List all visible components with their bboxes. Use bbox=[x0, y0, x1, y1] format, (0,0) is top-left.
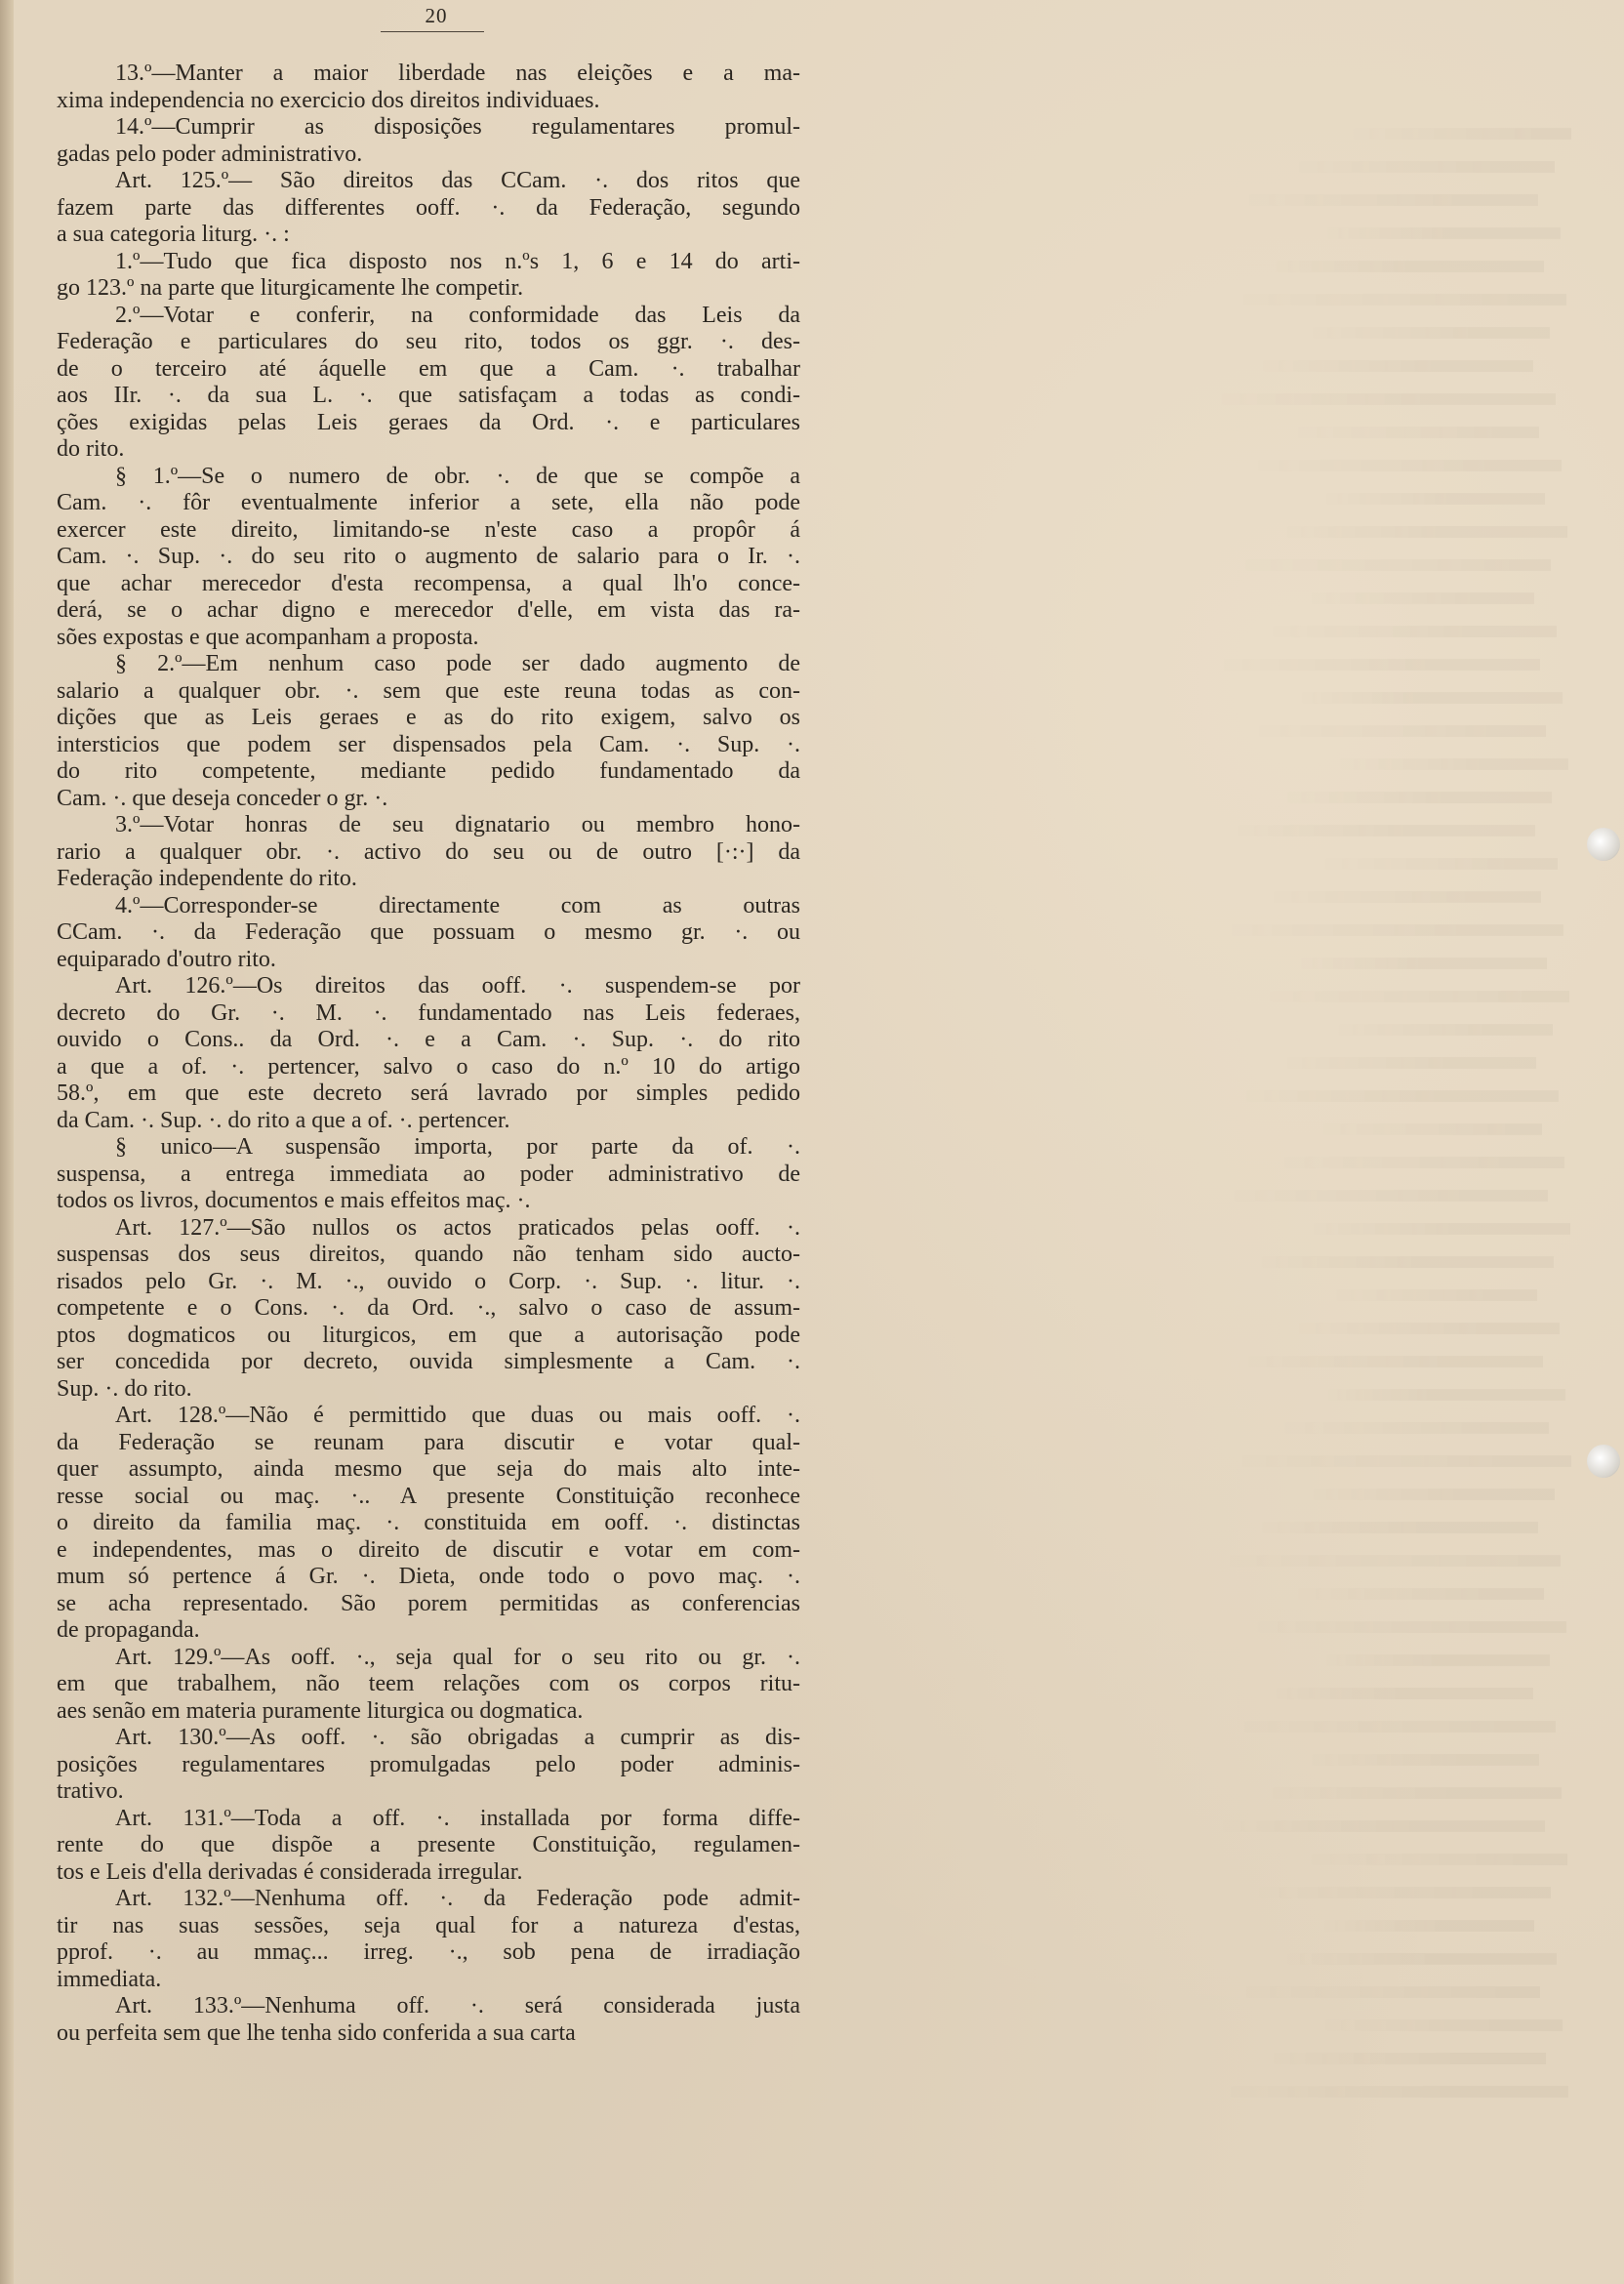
text-line: § unico—A suspensão importa, por parte da of. ·. bbox=[115, 1134, 800, 1160]
text-line: do rito. bbox=[57, 436, 125, 462]
punch-hole bbox=[1587, 1445, 1620, 1478]
text-line: ou perfeita sem que lhe tenha sido conferida a sua carta bbox=[57, 2019, 576, 2046]
text-line: Cam. ·. fôr eventualmente inferior a sete, ella não pode bbox=[57, 490, 800, 515]
text-line: fazem parte das differentes ooff. ·. da Federação, segundo bbox=[57, 194, 800, 221]
text-line: Art. 126.º—Os direitos das ooff. ·. suspendem-se por bbox=[115, 973, 800, 999]
text-line: Federação independente do rito. bbox=[57, 866, 357, 891]
text-line: Cam. ·. Sup. ·. do seu rito o augmento de salario para o Ir. ·. bbox=[57, 544, 800, 569]
text-line: aos IIr. ·. da sua L. ·. que satisfaçam a todas as condi- bbox=[57, 383, 800, 408]
text-line: posições regulamentares promulgadas pelo poder adminis- bbox=[57, 1751, 800, 1777]
text-line: tir nas suas sessões, seja qual for a natureza d'estas, bbox=[57, 1912, 800, 1938]
text-line: ouvido o Cons.. da Ord. ·. e a Cam. ·. Sup. ·. do rito bbox=[57, 1027, 800, 1052]
text-line: se acha representado. São porem permitidas as conferencias bbox=[57, 1590, 800, 1616]
text-line: competente e o Cons. ·. da Ord. ·., salvo o caso de assum- bbox=[57, 1295, 800, 1321]
text-line: tos e Leis d'ella derivadas é considerada irregular. bbox=[57, 1858, 523, 1885]
text-line: de propaganda. bbox=[57, 1617, 200, 1643]
text-line: exercer este direito, limitando-se n'este caso a propôr á bbox=[57, 516, 800, 543]
text-line: go 123.º na parte que liturgicamente lhe competir. bbox=[57, 275, 524, 301]
text-line: quer assumpto, ainda mesmo que seja do mais alto inte- bbox=[57, 1456, 800, 1482]
text-line: intersticios que podem ser dispensados pela Cam. ·. Sup. ·. bbox=[57, 731, 800, 757]
text-line: 58.º, em que este decreto será lavrado por simples pedido bbox=[57, 1081, 800, 1106]
text-line: salario a qualquer obr. ·. sem que este reuna todas as con- bbox=[57, 677, 800, 704]
page-number-rule bbox=[381, 31, 484, 32]
text-line: risados pelo Gr. ·. M. ·., ouvido o Corp. ·. Sup. ·. litur. ·. bbox=[57, 1268, 800, 1294]
binding-edge bbox=[0, 0, 14, 2284]
text-line: de o terceiro até áquelle em que a Cam. ·. trabalhar bbox=[57, 355, 800, 382]
text-line: 13.º—Manter a maior liberdade nas eleições e a ma- bbox=[115, 61, 800, 86]
text-line: em que trabalhem, não teem relações com os corpos ritu- bbox=[57, 1671, 800, 1696]
text-line: da Federação se reunam para discutir e votar qual- bbox=[57, 1429, 800, 1455]
text-line: ptos dogmaticos ou liturgicos, em que a autorisação pode bbox=[57, 1322, 800, 1348]
text-line: dições que as Leis geraes e as do rito exigem, salvo os bbox=[57, 705, 800, 730]
text-line: derá, se o achar digno e merecedor d'elle, em vista das ra- bbox=[57, 597, 800, 623]
text-line: Sup. ·. do rito. bbox=[57, 1375, 192, 1402]
text-line: gadas pelo poder administrativo. bbox=[57, 141, 363, 167]
text-line: rente do que dispõe a presente Constituição, regulamen- bbox=[57, 1832, 800, 1857]
page-number: 20 bbox=[425, 4, 448, 27]
text-line: Art. 133.º—Nenhuma off. ·. será considerada justa bbox=[115, 1993, 800, 2019]
text-line: Art. 129.º—As ooff. ·., seja qual for o seu rito ou gr. ·. bbox=[115, 1644, 800, 1670]
text-line: § 1.º—Se o numero de obr. ·. de que se compõe a bbox=[115, 463, 800, 489]
text-line: que achar merecedor d'esta recompensa, a qual lh'o conce- bbox=[57, 570, 800, 596]
text-line: 1.º—Tudo que fica disposto nos n.ºs 1, 6 e 14 do arti- bbox=[115, 248, 800, 274]
text-line: 14.º—Cumprir as disposições regulamentares promul- bbox=[115, 114, 800, 140]
text-line: trativo. bbox=[57, 1778, 124, 1804]
text-line: sões expostas e que acompanham a proposta. bbox=[57, 624, 479, 650]
text-line: xima independencia no exercicio dos direitos individuaes. bbox=[57, 87, 600, 113]
text-line: Cam. ·. que deseja conceder o gr. ·. bbox=[57, 785, 388, 811]
text-line: a que a of. ·. pertencer, salvo o caso do n.º 10 do artigo bbox=[57, 1053, 800, 1080]
text-line: equiparado d'outro rito. bbox=[57, 946, 276, 972]
text-line: 4.º—Corresponder-se directamente com as outras bbox=[115, 892, 800, 918]
text-line: 3.º—Votar honras de seu dignatario ou membro hono- bbox=[115, 812, 800, 837]
text-line: CCam. ·. da Federação que possuam o mesmo gr. ·. ou bbox=[57, 919, 800, 945]
text-line: suspensa, a entrega immediata ao poder administrativo de bbox=[57, 1161, 800, 1187]
punch-hole bbox=[1587, 828, 1620, 861]
text-line: aes senão em materia puramente liturgica ou dogmatica. bbox=[57, 1697, 584, 1724]
text-line: ções exigidas pelas Leis geraes da Ord. ·. e particulares bbox=[57, 409, 800, 435]
body-text bbox=[57, 61, 800, 2047]
text-line: do rito competente, mediante pedido fundamentado da bbox=[57, 758, 800, 784]
text-line: 2.º—Votar e conferir, na conformidade das Leis da bbox=[115, 302, 800, 328]
text-line: Art. 130.º—As ooff. ·. são obrigadas a cumprir as dis- bbox=[115, 1725, 800, 1750]
text-line: resse social ou maç. ·.. A presente Constituição reconhece bbox=[57, 1483, 800, 1509]
text-line: e independentes, mas o direito de discutir e votar em com- bbox=[57, 1536, 800, 1563]
text-line: rario a qualquer obr. ·. activo do seu ou de outro [·:·] da bbox=[57, 838, 800, 865]
text-line: da Cam. ·. Sup. ·. do rito a que a of. ·. pertencer. bbox=[57, 1107, 510, 1133]
text-line: mum só pertence á Gr. ·. Dieta, onde todo o povo maç. ·. bbox=[57, 1564, 800, 1589]
bleed-through-texture bbox=[1181, 117, 1571, 2167]
text-line: § 2.º—Em nenhum caso pode ser dado augmento de bbox=[115, 651, 800, 676]
text-line: Art. 132.º—Nenhuma off. ·. da Federação pode admit- bbox=[115, 1886, 800, 1911]
text-line: a sua categoria liturg. ·. : bbox=[57, 222, 290, 247]
text-line: o direito da familia maç. ·. constituida em ooff. ·. distinctas bbox=[57, 1510, 800, 1535]
text-line: immediata. bbox=[57, 1966, 162, 1992]
text-line: Art. 127.º—São nullos os actos praticados pelas ooff. ·. bbox=[115, 1214, 800, 1241]
text-line: decreto do Gr. ·. M. ·. fundamentado nas Leis federaes, bbox=[57, 999, 800, 1026]
text-line: todos os livros, documentos e mais effeitos maç. ·. bbox=[57, 1188, 531, 1213]
text-line: Art. 125.º— São direitos das CCam. ·. dos ritos que bbox=[115, 168, 800, 193]
text-line: suspensas dos seus direitos, quando não tenham sido aucto- bbox=[57, 1242, 800, 1267]
text-line: Art. 128.º—Não é permittido que duas ou mais ooff. ·. bbox=[115, 1403, 800, 1428]
text-line: Federação e particulares do seu rito, todos os ggr. ·. des- bbox=[57, 329, 800, 354]
text-line: ser concedida por decreto, ouvida simplesmente a Cam. ·. bbox=[57, 1349, 800, 1374]
text-line: Art. 131.º—Toda a off. ·. installada por forma diffe- bbox=[115, 1805, 800, 1831]
text-line: pprof. ·. au mmaç... irreg. ·., sob pena de irradiação bbox=[57, 1939, 800, 1965]
